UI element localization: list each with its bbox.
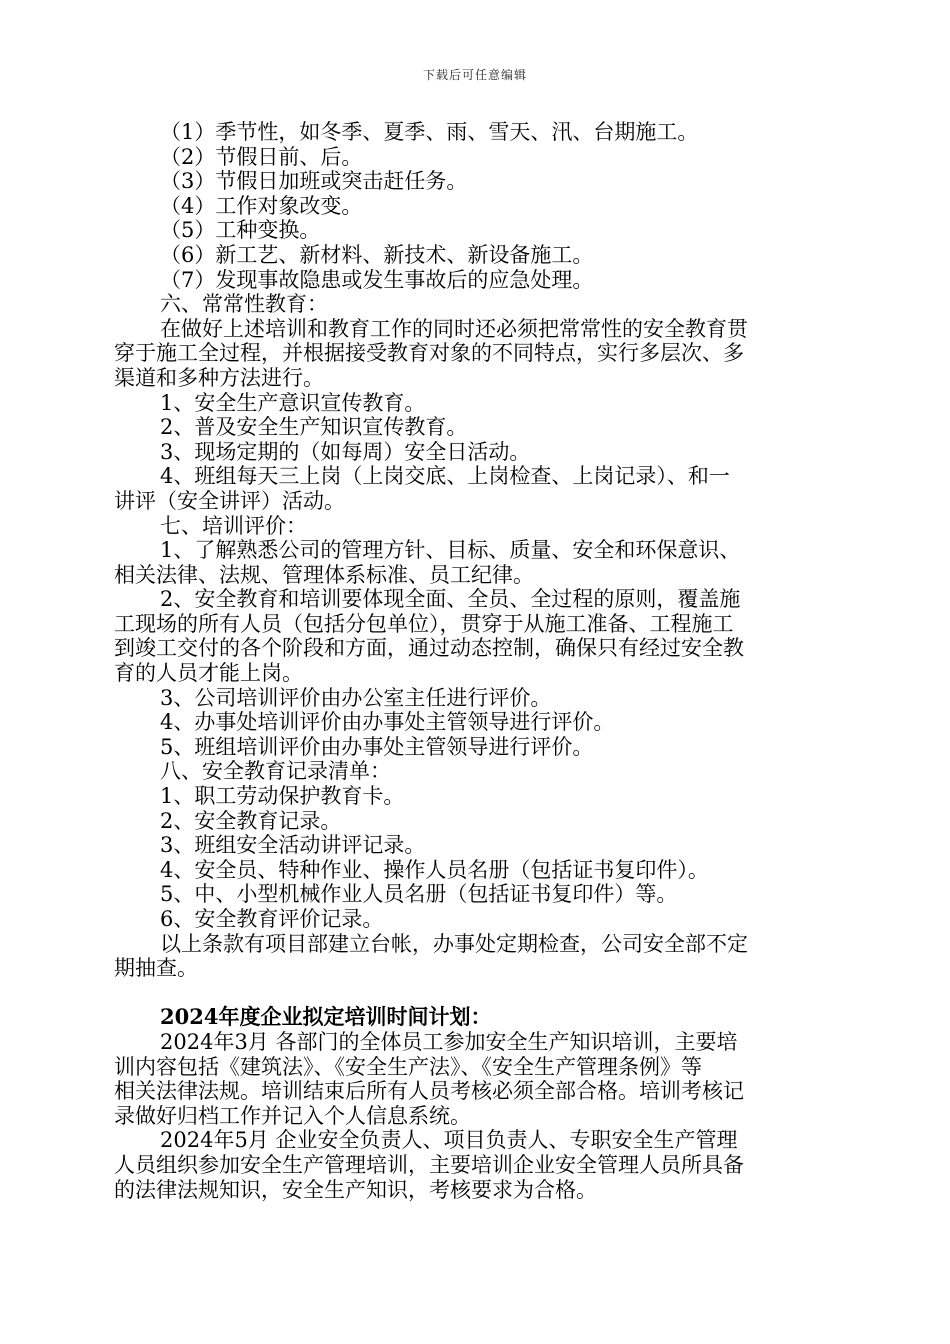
text-line: 人员组织参加安全生产管理培训，主要培训企业安全管理人员所具备 bbox=[114, 1152, 744, 1177]
text-line: 5、中、小型机械作业人员名册（包括证书复印件）等。 bbox=[160, 882, 678, 907]
text-line: （5）工种变换。 bbox=[160, 218, 321, 243]
text-line: 讲评（安全讲评）活动。 bbox=[114, 488, 345, 513]
text-line: 到竣工交付的各个阶段和方面，通过动态控制，确保只有经过安全教 bbox=[114, 636, 744, 661]
section-heading: 八、安全教育记录清单： bbox=[160, 759, 391, 784]
text-line: 4、班组每天三上岗（上岗交底、上岗检查、上岗记录）、和一 bbox=[160, 464, 730, 489]
text-line: 穿于施工全过程，并根据接受教育对象的不同特点，实行多层次、多 bbox=[114, 341, 744, 366]
text-line: 4、安全员、特种作业、操作人员名册（包括证书复印件）。 bbox=[160, 857, 709, 882]
text-line: 的法律法规知识，安全生产知识，考核要求为合格。 bbox=[114, 1177, 597, 1202]
section-heading: 七、培训评价： bbox=[160, 513, 307, 538]
text-line: 5、班组培训评价由办事处主管领导进行评价。 bbox=[160, 734, 594, 759]
text-line: 期抽查。 bbox=[114, 956, 198, 981]
header-watermark: 下载后可任意编辑 bbox=[422, 68, 527, 82]
text-line: 1、了解熟悉公司的管理方针、目标、质量、安全和环保意识、 bbox=[160, 538, 741, 563]
text-line: 6、安全教育评价记录。 bbox=[160, 907, 384, 931]
text-line: （3）节假日加班或突击赶任务。 bbox=[160, 169, 468, 194]
text-line: 相关法律、法规、管理体系标准、员工纪律。 bbox=[114, 562, 534, 587]
text-line: 相关法律法规。培训结束后所有人员考核必须全部合格。培训考核记 bbox=[114, 1079, 744, 1104]
text-line: （6）新工艺、新材料、新技术、新设备施工。 bbox=[160, 242, 594, 267]
text-line: 工现场的所有人员（包括分包单位），贯穿于从施工准备、工程施工 bbox=[114, 611, 734, 636]
text-line: （7）发现事故隐患或发生事故后的应急处理。 bbox=[160, 267, 594, 292]
text-line: （4）工作对象改变。 bbox=[160, 193, 363, 218]
document-body bbox=[114, 120, 836, 1202]
text-line: 1、职工劳动保护教育卡。 bbox=[160, 784, 405, 809]
text-line: （2）节假日前、后。 bbox=[160, 144, 363, 169]
text-line: 渠道和多种方法进行。 bbox=[114, 365, 324, 390]
text-line: 在做好上述培训和教育工作的同时还必须把常常性的安全教育贯 bbox=[160, 316, 748, 341]
text-line: 录做好归档工作并记入个人信息系统。 bbox=[114, 1103, 471, 1128]
text-line: （1）季节性，如冬季、夏季、雨、雪天、汛、台期施工。 bbox=[160, 120, 699, 144]
text-line: 以上条款有项目部建立台帐，办事处定期检查，公司安全部不定 bbox=[160, 931, 748, 956]
text-line: 2、安全教育和培训要体现全面、全员、全过程的原则，覆盖施 bbox=[160, 587, 741, 612]
plan-heading: 2024年度企业拟定培训时间计划： bbox=[160, 1004, 492, 1030]
text-line: 4、办事处培训评价由办事处主管领导进行评价。 bbox=[160, 710, 615, 735]
text-line: 2024年3月 各部门的全体员工参加安全生产知识培训，主要培 bbox=[160, 1029, 738, 1054]
text-line: 3、班组安全活动讲评记录。 bbox=[160, 833, 426, 858]
section-heading: 六、常常性教育： bbox=[160, 292, 328, 317]
text-line: 2024年5月 企业安全负责人、项目负责人、专职安全生产管理 bbox=[160, 1128, 738, 1153]
text-line: 2、安全教育记录。 bbox=[160, 808, 342, 833]
text-line: 育的人员才能上岗。 bbox=[114, 661, 303, 686]
blank-line bbox=[114, 981, 836, 1006]
text-line: 训内容包括《建筑法》、《安全生产法》、《安全生产管理条例》等 bbox=[114, 1054, 702, 1079]
text-line: 1、安全生产意识宣传教育。 bbox=[160, 390, 426, 415]
text-line: 2、普及安全生产知识宣传教育。 bbox=[160, 415, 468, 440]
text-line: 3、现场定期的（如每周）安全日活动。 bbox=[160, 439, 531, 464]
text-line: 3、公司培训评价由办公室主任进行评价。 bbox=[160, 685, 552, 710]
